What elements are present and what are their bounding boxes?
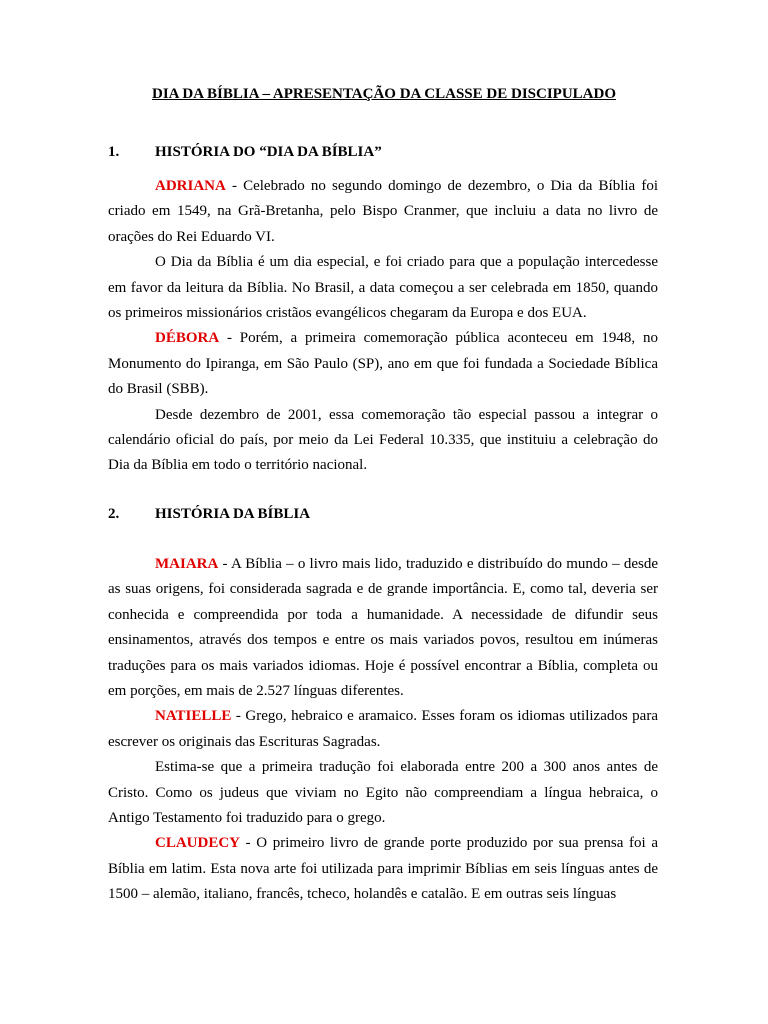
section-2-heading bbox=[108, 504, 310, 524]
paragraph-text: O Dia da Bíblia é um dia especial, e foi criado para que a população intercedesse em favor da leitura da Bíblia. No Brasil, a data começou a ser celebrada em 1850, quando os primeiros missionários cristãos evangélicos chegaram da Europa e dos EUA. bbox=[108, 254, 658, 322]
speaker-name: CLAUDECY bbox=[155, 835, 241, 852]
paragraph-text: Estima-se que a primeira tradução foi elaborada entre 200 a 300 anos antes de Cristo. Como os judeus que viviam no Egito não compreendiam a língua hebraica, o Antigo Testamento foi traduzido para o grego. bbox=[108, 759, 658, 827]
paragraph bbox=[108, 552, 658, 704]
speaker-name: NATIELLE bbox=[155, 708, 232, 725]
paragraph-text: - A Bíblia – o livro mais lido, traduzido e distribuído do mundo – desde as suas origens, foi considerada sagrada e de grande importância. E, como tal, deveria ser conhecida e compreendida por toda a humanidade. A necessidade de difundir seus ensinamentos, através dos tempos e entre os mais variados povos, resultou em inúmeras traduções para os mais variados idiomas. Hoje é possível encontrar a Bíblia, completa ou em porções, em mais de 2.527 línguas diferentes. bbox=[108, 556, 658, 700]
speaker-name: ADRIANA bbox=[155, 178, 226, 194]
speaker-name: DÉBORA bbox=[155, 330, 220, 347]
paragraph bbox=[108, 831, 658, 907]
paragraph-text: - Celebrado no segundo domingo de dezembro, o Dia da Bíblia foi criado em 1549, na Grã-Bretanha, pelo Bispo Cranmer, que incluiu a data no livro de orações do Rei Eduardo VI. bbox=[108, 178, 658, 245]
paragraph-text: - Grego, hebraico e aramaico. Esses foram os idiomas utilizados para escrever os originais das Escrituras Sagradas. bbox=[108, 708, 658, 750]
section-2-body bbox=[108, 552, 658, 908]
section-title: HISTÓRIA DO “DIA DA BÍBLIA” bbox=[155, 144, 382, 160]
paragraph-text: - Porém, a primeira comemoração pública aconteceu em 1948, no Monumento do Ipiranga, em São Paulo (SP), ano em que foi fundada a Sociedade Bíblica do Brasil (SBB). bbox=[108, 330, 658, 398]
paragraph bbox=[108, 250, 658, 326]
section-number: 1. bbox=[108, 144, 120, 160]
document-title: DIA DA BÍBLIA – APRESENTAÇÃO DA CLASSE DE DISCIPULADO bbox=[152, 86, 616, 102]
section-1-body bbox=[108, 174, 658, 479]
section-title: HISTÓRIA DA BÍBLIA bbox=[155, 506, 311, 522]
paragraph bbox=[108, 326, 658, 402]
paragraph-text: Desde dezembro de 2001, essa comemoração tão especial passou a integrar o calendário oficial do país, por meio da Lei Federal 10.335, que instituiu a celebração do Dia da Bíblia em todo o território nacional. bbox=[108, 406, 658, 474]
paragraph bbox=[108, 174, 658, 250]
speaker-name: MAIARA bbox=[155, 556, 219, 572]
paragraph bbox=[108, 704, 658, 755]
section-number: 2. bbox=[108, 506, 120, 522]
paragraph bbox=[108, 403, 658, 479]
section-1-heading bbox=[108, 142, 382, 162]
paragraph-text: - O primeiro livro de grande porte produzido por sua prensa foi a Bíblia em latim. Esta nova arte foi utilizada para imprimir Bíblias em seis línguas antes de 1500 – alemão, italiano, francês, tcheco, holandês e catalão. E em outras seis línguas bbox=[108, 835, 658, 903]
paragraph bbox=[108, 755, 658, 831]
